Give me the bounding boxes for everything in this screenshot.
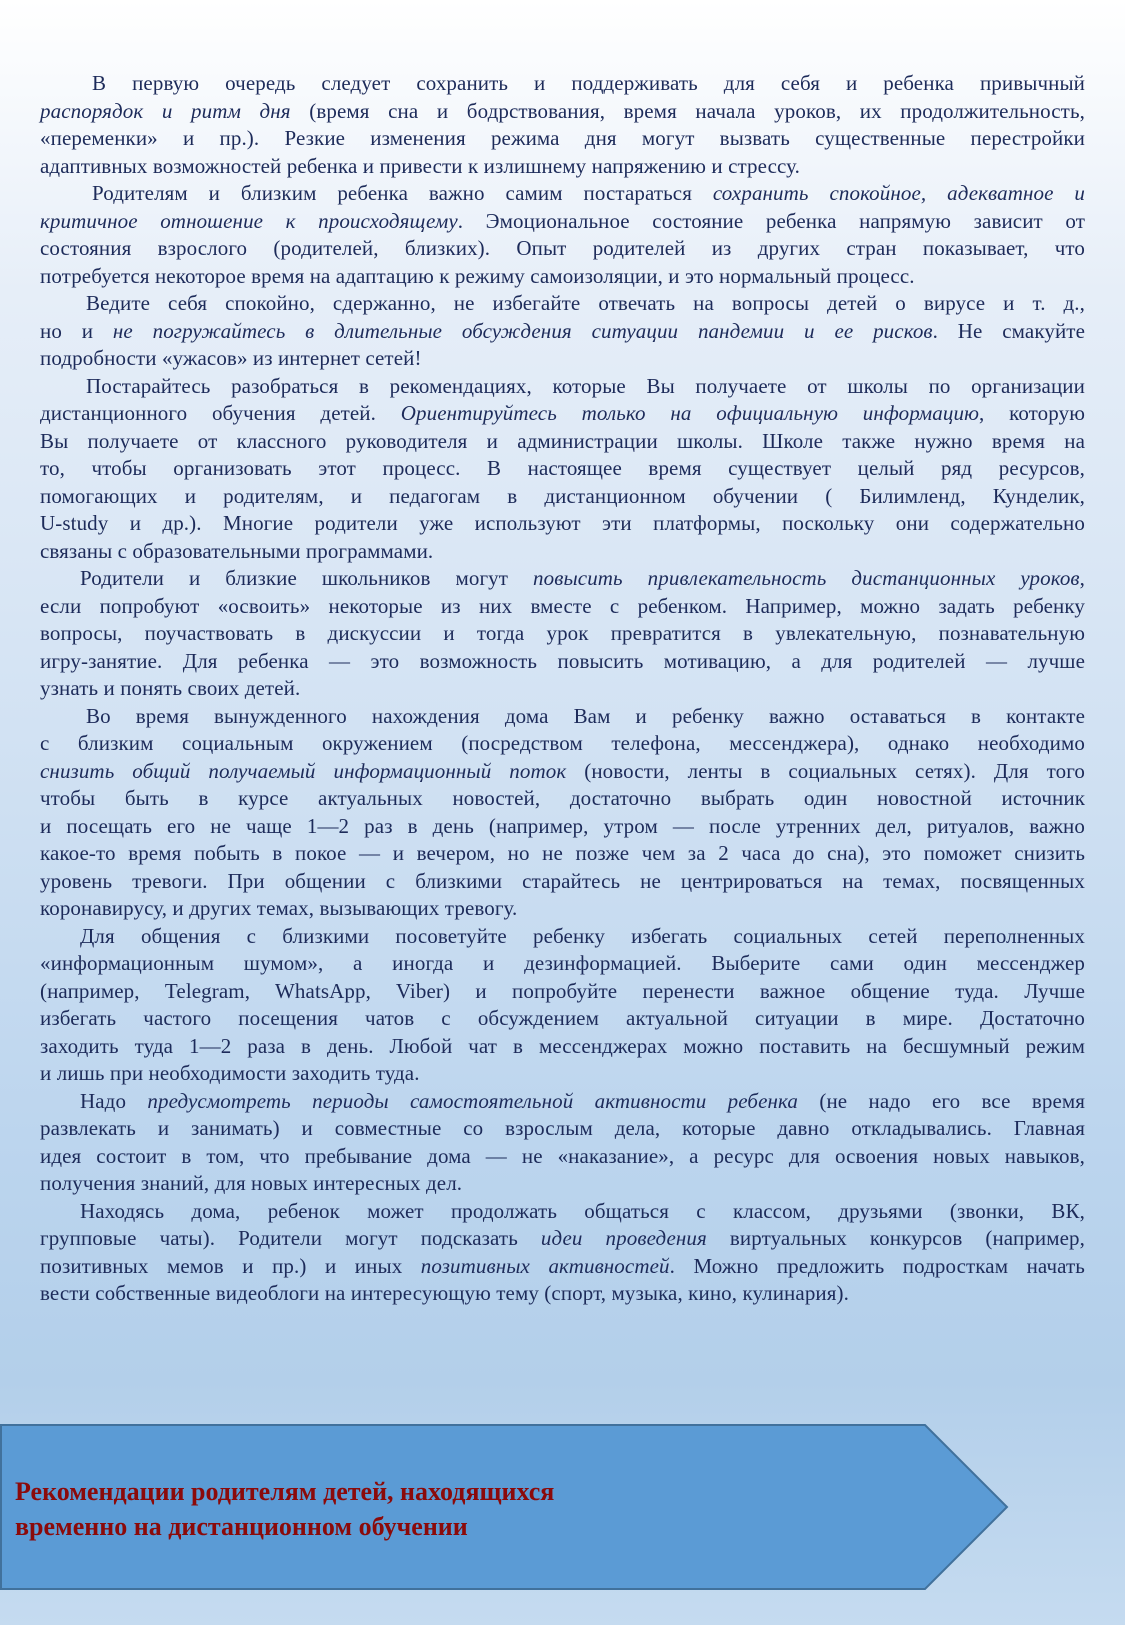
- text-span: Родители и близкие школьников могут: [80, 566, 534, 590]
- text-span: если попробуют «освоить» некоторые из них вместе с ребенком. Например, можно задать ребенку: [40, 593, 1085, 618]
- italic-text: предусмотреть периоды самостоятельной активности ребенка: [147, 1088, 799, 1113]
- text-line: [40, 373, 1085, 401]
- text-line: [40, 593, 1085, 621]
- text-span: В первую очередь следует сохранить и поддерживать для себя и ребенка привычный: [92, 71, 1085, 95]
- text-line: [40, 400, 1085, 428]
- text-span: Вы получаете от классного руководителя и администрации школы. Школе также нужно время на: [40, 428, 1085, 453]
- text-line: [40, 620, 1085, 648]
- text-line: [40, 1088, 1085, 1116]
- text-line: [40, 290, 1085, 318]
- text-span: коронавирусу, и других темах, вызывающих тревогу.: [40, 896, 518, 920]
- text-line: [40, 510, 1085, 538]
- text-span: помогающих и родителям, и педагогам в дистанционном обучении ( Билимленд, Кунделик,: [40, 483, 1085, 508]
- text-span: состояния взрослого (родителей, близких). Опыт родителей из других стран показывает, что: [40, 236, 1085, 260]
- text-span: узнать и понять своих детей.: [40, 676, 301, 700]
- text-line: [40, 758, 1085, 786]
- text-line: [40, 208, 1085, 236]
- italic-text: Ориентируйтесь только на официальную информацию: [400, 401, 979, 425]
- text-line: [40, 70, 1085, 98]
- text-line: [40, 840, 1085, 868]
- text-line: [40, 895, 1085, 923]
- text-line: [40, 538, 1085, 566]
- text-span: (время сна и бодрствования, время начала уроков, их продолжительность,: [290, 98, 1085, 123]
- text-span: Надо: [80, 1088, 148, 1113]
- text-span: и лишь при необходимости заходить туда.: [40, 1061, 420, 1085]
- text-span: избегать частого посещения чатов с обсуждением актуальной ситуации в мире. Достаточно: [40, 1006, 1085, 1030]
- text-line: [40, 483, 1085, 511]
- text-line: [40, 345, 1085, 373]
- text-span: связаны с образовательными программами.: [40, 538, 434, 563]
- text-line: [40, 703, 1085, 731]
- text-span: адаптивных возможностей ребенка и привести к излишнему напряжению и стрессу.: [40, 153, 800, 178]
- text-line: [40, 263, 1085, 291]
- text-span: Ведите себя спокойно, сдержанно, не избегайте отвечать на вопросы детей о вирусе и т. д.,: [86, 291, 1085, 315]
- text-span: какое-то время побыть в покое — и вечером, но не позже чем за 2 часа до сна), это поможет снизить: [40, 841, 1085, 865]
- text-line: [40, 1280, 1085, 1308]
- text-line: [40, 153, 1085, 181]
- text-line: [40, 675, 1085, 703]
- text-span: . Не смакуйте: [932, 318, 1085, 343]
- text-line: [40, 1033, 1085, 1061]
- text-line: [40, 923, 1085, 951]
- text-span: дистанционного обучения детей.: [40, 401, 401, 425]
- title-banner: [0, 1424, 1010, 1590]
- text-line: [40, 428, 1085, 456]
- text-line: [40, 318, 1085, 346]
- text-line: [40, 868, 1085, 896]
- text-span: Находясь дома, ребенок может продолжать общаться с классом, друзьями (звонки, ВК,: [80, 1198, 1085, 1223]
- text-line: [40, 950, 1085, 978]
- text-span: групповые чаты). Родители могут подсказать: [40, 1226, 541, 1250]
- banner-title: [15, 1474, 915, 1544]
- text-line: [40, 648, 1085, 676]
- text-line: [40, 785, 1085, 813]
- text-span: вести собственные видеоблоги на интересующую тему (спорт, музыка, кино, кулинария).: [40, 1281, 849, 1305]
- italic-text: не погружайтесь в длительные обсуждения ситуации пандемии и ее рисков: [112, 318, 933, 343]
- banner-title-line-2: временно на дистанционном обучении: [15, 1512, 468, 1541]
- text-span: U-study и др.). Многие родители уже используют эти платформы, поскольку они содержательно: [40, 511, 1085, 535]
- text-line: [40, 455, 1085, 483]
- italic-text: идеи проведения: [540, 1226, 707, 1250]
- text-line: [40, 813, 1085, 841]
- text-span: «информационным шумом», а иногда и дезинформацией. Выберите сами один мессенджер: [40, 951, 1085, 975]
- text-line: [40, 1253, 1085, 1281]
- text-line: [40, 1198, 1085, 1226]
- text-line: [40, 565, 1085, 593]
- text-span: с близким социальным окружением (посредством телефона, мессенджера), однако необходимо: [40, 731, 1085, 755]
- text-span: заходить туда 1—2 раза в день. Любой чат в мессенджерах можно поставить на бесшумный режим: [40, 1033, 1085, 1058]
- text-line: [40, 1143, 1085, 1171]
- text-span: Постарайтесь разобраться в рекомендациях, которые Вы получаете от школы по организации: [86, 373, 1085, 398]
- text-span: подробности «ужасов» из интернет сетей!: [40, 346, 422, 370]
- text-line: [40, 1170, 1085, 1198]
- text-span: , которую: [979, 401, 1085, 425]
- text-line: [40, 1115, 1085, 1143]
- italic-text: распорядок и ритм дня: [40, 98, 291, 123]
- italic-text: сохранить спокойное, адекватное и: [712, 181, 1085, 205]
- text-span: чтобы быть в курсе актуальных новостей, достаточно выбрать один новостной источник: [40, 786, 1085, 810]
- text-span: Родителям и близким ребенка важно самим постараться: [92, 181, 713, 205]
- text-span: Для общения с близкими посоветуйте ребенку избегать социальных сетей переполненных: [80, 923, 1085, 948]
- text-span: но и: [40, 318, 113, 343]
- text-line: [40, 1225, 1085, 1253]
- text-line: [40, 1005, 1085, 1033]
- text-line: [40, 235, 1085, 263]
- text-line: [40, 730, 1085, 758]
- text-span: потребуется некоторое время на адаптацию к режиму самоизоляции, и это нормальный процесс.: [40, 263, 915, 288]
- banner-title-line-1: Рекомендации родителям детей, находящихся: [15, 1477, 555, 1506]
- text-span: (например, Telegram, WhatsApp, Viber) и попробуйте перенести важное общение туда. Лучше: [40, 978, 1085, 1003]
- text-span: получения знаний, для новых интересных дел.: [40, 1171, 463, 1195]
- text-line: [40, 978, 1085, 1006]
- document-body: [40, 70, 1085, 1308]
- text-span: развлекать и занимать) и совместные со взрослым дела, которые давно откладывались. Главная: [40, 1116, 1085, 1140]
- text-span: (не надо его все время: [798, 1088, 1086, 1113]
- text-span: позитивных мемов и пр.) и иных: [40, 1253, 421, 1278]
- text-line: [40, 98, 1085, 126]
- text-span: вопросы, поучаствовать в дискуссии и тогда урок превратится в увлекательную, познавательную: [40, 621, 1085, 645]
- text-span: то, чтобы организовать этот процесс. В настоящее время существует целый ряд ресурсов,: [40, 456, 1085, 480]
- text-span: . Можно предложить подросткам начать: [669, 1253, 1085, 1278]
- italic-text: критичное отношение к происходящему: [40, 208, 458, 233]
- text-span: идея состоит в том, что пребывание дома — не «наказание», а ресурс для освоения новых навыков,: [40, 1143, 1085, 1168]
- text-span: «переменки» и пр.). Резкие изменения режима дня могут вызвать существенные перестройки: [40, 126, 1085, 150]
- italic-text: позитивных активностей: [420, 1253, 670, 1278]
- text-span: и посещать его не чаще 1—2 раз в день (например, утром — после утренних дел, ритуалов, важно: [40, 813, 1085, 838]
- text-line: [40, 1060, 1085, 1088]
- text-span: Во время вынужденного нахождения дома Вам и ребенку важно оставаться в контакте: [86, 703, 1085, 728]
- text-line: [40, 180, 1085, 208]
- italic-text: повысить привлекательность дистанционных уроков: [533, 566, 1080, 590]
- italic-text: снизить общий получаемый информационный поток: [40, 758, 567, 783]
- text-span: уровень тревоги. При общении с близкими старайтесь не центрироваться на темах, посвященных: [40, 868, 1085, 893]
- text-span: (новости, ленты в социальных сетях). Для того: [566, 758, 1085, 783]
- text-line: [40, 125, 1085, 153]
- text-span: ,: [1079, 566, 1085, 590]
- text-span: . Эмоциональное состояние ребенка напрямую зависит от: [457, 208, 1085, 233]
- text-span: игру-занятие. Для ребенка — это возможность повысить мотивацию, а для родителей — лучше: [40, 648, 1085, 673]
- text-span: виртуальных конкурсов (например,: [706, 1226, 1085, 1250]
